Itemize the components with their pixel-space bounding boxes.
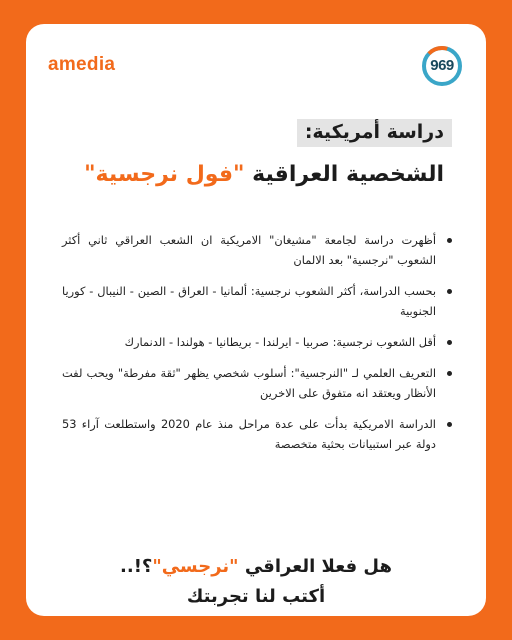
question-highlight: "نرجسي" — [152, 556, 239, 577]
post-card — [26, 24, 486, 616]
radio-logo-text: 969 — [430, 57, 454, 74]
bullet-dot-icon — [447, 238, 452, 243]
list-item — [62, 332, 456, 352]
list-item — [62, 363, 456, 403]
subtitle-text: الشخصية العراقية — [244, 162, 444, 187]
list-item — [62, 230, 456, 270]
list-item-text: التعريف العلمي لـ "النرجسية": أسلوب شخصي يظهر "ثقة مفرطة" ويحب لفت الأنظار ويعتقد انه متفوق على الاخرين — [62, 366, 436, 400]
question-suffix: ؟!.. — [120, 556, 153, 577]
list-item — [62, 414, 456, 454]
bullet-dot-icon — [447, 289, 452, 294]
closing-question — [26, 556, 486, 577]
bullet-dot-icon — [447, 422, 452, 427]
bullet-dot-icon — [447, 340, 452, 345]
list-item-text: أظهرت دراسة لجامعة "مشيغان" الامريكية ان الشعب العراقي ثاني أكثر الشعوب "نرجسية" بعد الالمان — [62, 233, 436, 267]
list-item-text: بحسب الدراسة، أكثر الشعوب نرجسية: ألمانيا - العراق - الصين - النيبال - كوريا الجنوبية — [62, 284, 436, 318]
list-item-text: الدراسة الامريكية بدأت على عدة مراحل منذ عام 2020 واستطلعت آراء 53 دولة عبر استبيانات بحثية متخصصة — [62, 417, 436, 451]
bullet-dot-icon — [447, 371, 452, 376]
list-item-text: أقل الشعوب نرجسية: صربيا - ايرلندا - بريطانيا - هولندا - الدنمارك — [124, 335, 436, 349]
question-text: هل فعلا العراقي — [238, 556, 392, 577]
subtitle-highlight: "فول نرجسية" — [84, 162, 245, 187]
facts-list — [62, 230, 456, 465]
call-to-action: أكتب لنا تجربتك — [186, 586, 326, 607]
page-subtitle — [84, 162, 444, 187]
page-title: دراسة أمريكية: — [297, 119, 452, 147]
radio-969-logo — [420, 44, 464, 88]
amedia-logo: amedia — [48, 54, 116, 75]
list-item — [62, 281, 456, 321]
